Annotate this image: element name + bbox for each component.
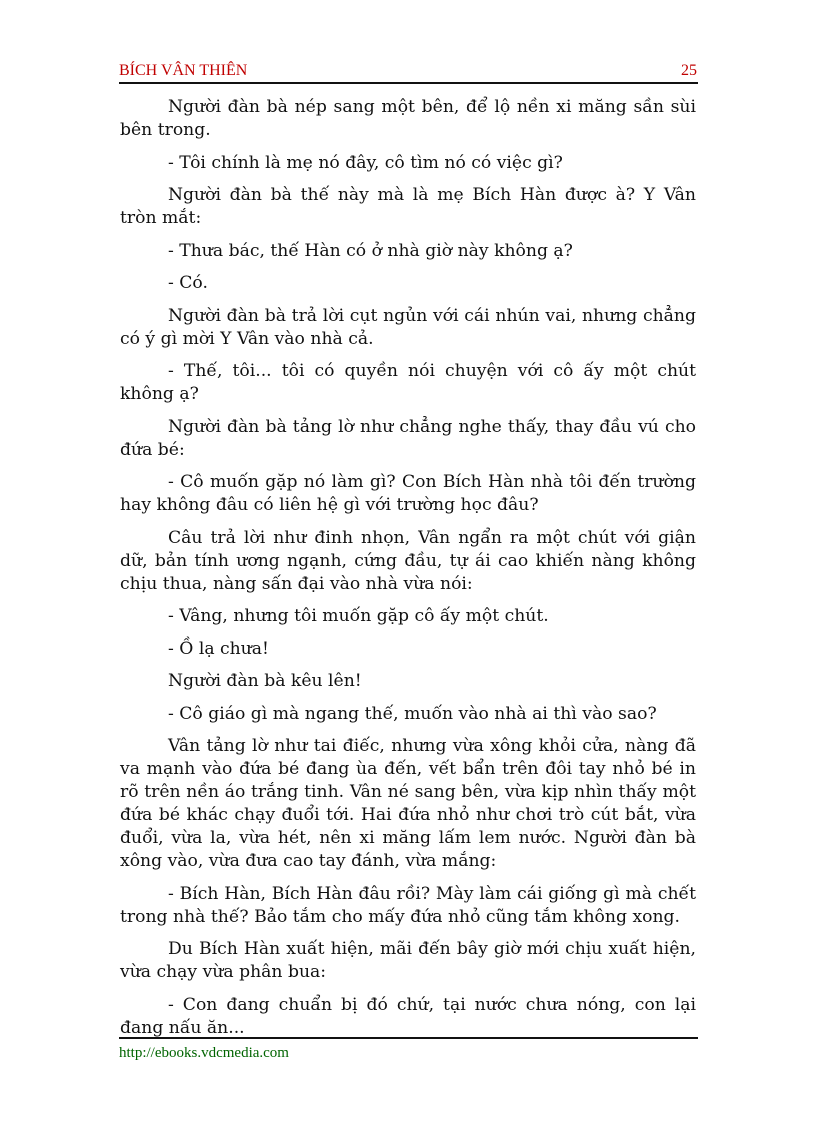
paragraph: Người đàn bà nép sang một bên, để lộ nền xi măng sần sùi bên trong. [120,97,696,140]
paragraph: Vân tảng lờ như tai điếc, nhưng vừa xông khỏi cửa, nàng đã va mạnh vào đứa bé đang ùa đến, vết bẩn trên đôi tay nhỏ bé in rõ trên nền áo trắng tinh. Vân né sang bên, vừa kịp nhìn thấy một đứa bé khác chạy đuổi tới. Hai đứa nhỏ như chơi trò cút bắt, vừa đuổi, vừa la, vừa hét, nên xi măng lấm lem nước. Người đàn bà xông vào, vừa đưa cao tay đánh, vừa mắng: [120,736,696,871]
paragraph: Người đàn bà tảng lờ như chẳng nghe thấy, thay đầu vú cho đứa bé: [120,416,696,460]
paragraph: - Tôi chính là mẹ nó đây, cô tìm nó có việc gì? [168,152,563,173]
paragraph: Câu trả lời như đinh nhọn, Vân ngẩn ra một chút với giận dữ, bản tính ương ngạnh, cứng đầu, tự ái cao khiến nàng không chịu thua, nàng sấn đại vào nhà vừa nói: [120,527,696,594]
body-text [120,96,696,1049]
paragraph: Người đàn bà thế này mà là mẹ Bích Hàn được à? Y Vân tròn mắt: [120,185,696,228]
paragraph: - Cô giáo gì mà ngang thế, muốn vào nhà ai thì vào sao? [168,703,657,724]
paragraph: - Con đang chuẩn bị đó chứ, tại nước chưa nóng, con lại đang nấu ăn... [120,994,696,1038]
paragraph: - Ồ lạ chưa! [168,638,269,659]
paragraph: - Thưa bác, thế Hàn có ở nhà giờ này không ạ? [168,240,573,261]
paragraph: - Vâng, nhưng tôi muốn gặp cô ấy một chút. [168,606,549,626]
paragraph: Người đàn bà kêu lên! [168,671,362,691]
paragraph: Người đàn bà trả lời cụt ngủn với cái nhún vai, nhưng chẳng có ý gì mời Y Vân vào nhà cả. [120,305,696,349]
paragraph: - Có. [168,273,208,293]
paragraph: - Cô muốn gặp nó làm gì? Con Bích Hàn nhà tôi đến trường hay không đâu có liên hệ gì với trường học đâu? [120,472,696,515]
paragraph: - Thế, tôi... tôi có quyền nói chuyện với cô ấy một chút không ạ? [120,361,696,404]
header-rule [119,82,698,84]
paragraph: - Bích Hàn, Bích Hàn đâu rồi? Mày làm cái giống gì mà chết trong nhà thế? Bảo tắm cho mấy đứa nhỏ cũng tắm không xong. [120,883,696,927]
page-number: 25 [681,62,697,79]
page-header [119,60,697,82]
book-title: BÍCH VÂN THIÊN [119,62,248,79]
paragraph: Du Bích Hàn xuất hiện, mãi đến bây giờ mới chịu xuất hiện, vừa chạy vừa phân bua: [120,939,696,982]
footer-rule [119,1037,698,1039]
footer-link[interactable]: http://ebooks.vdcmedia.com [119,1045,289,1061]
